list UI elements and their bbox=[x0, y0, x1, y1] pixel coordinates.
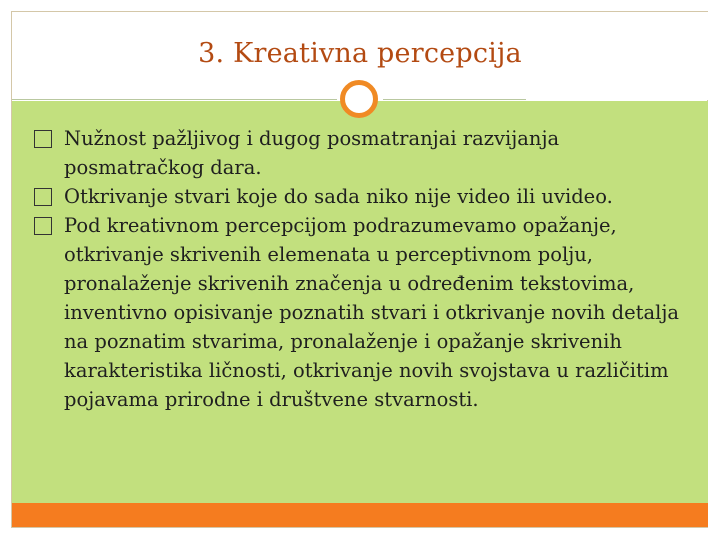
square-bullet-icon bbox=[34, 188, 52, 206]
square-bullet-icon bbox=[34, 130, 52, 148]
title-divider-right bbox=[383, 99, 526, 100]
bullet-text: Pod kreativnom percepcijom podrazumevamo opažanje, otkrivanje skrivenih elemenata u perceptivnom polju, pronalaženje skrivenih značenja u određenim tekstovima, inventivno opisivanje poznatih stvari i otkrivanje novih detalja na poznatim stvarima, pronalaženje i opažanje skrivenih karakteristika ličnosti, otkrivanje novih svojstava u različitim pojavama prirodne i društvene stvarnosti. bbox=[64, 214, 680, 411]
ring-ornament-icon bbox=[340, 80, 378, 118]
bottom-accent-bar bbox=[12, 503, 708, 527]
title-divider-left bbox=[12, 99, 337, 100]
bullet-text: Otkrivanje stvari koje do sada niko nije video ili uvideo. bbox=[64, 185, 613, 208]
bullet-item bbox=[34, 182, 704, 211]
slide-title: 3. Kreativna percepcija bbox=[198, 38, 522, 69]
square-bullet-icon bbox=[34, 217, 52, 235]
bullet-item bbox=[34, 211, 704, 414]
bullet-list bbox=[34, 124, 704, 414]
bullet-item bbox=[34, 124, 704, 182]
bullet-text: Nužnost pažljivog i dugog posmatranjai razvijanja posmatračkog dara. bbox=[64, 127, 560, 179]
